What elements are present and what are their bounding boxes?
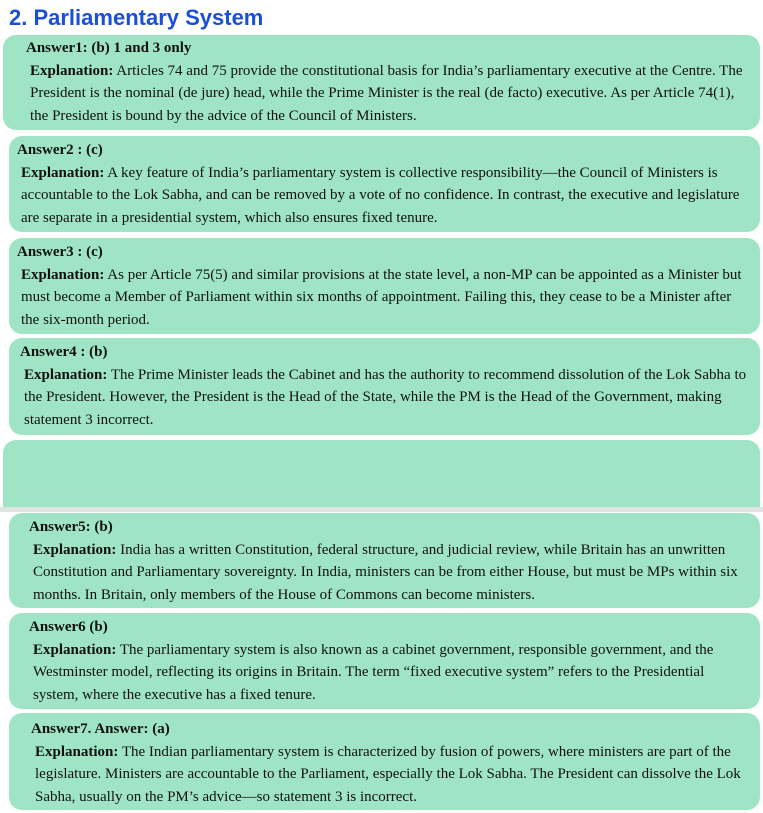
answer-explanation (17, 162, 750, 230)
explanation-text: India has a written Constitution, federal structure, and judicial review, while Britain has an unwritten Constitution and Parliamentary sovereignty. In India, ministers can be from either House, but must be MPs within six months. In Britain, only members of the House of Commons can become ministers. (33, 541, 738, 603)
answer-heading: Answer4 : (b) (20, 344, 108, 360)
explanation-label: Explanation: (21, 164, 105, 181)
explanation-text: Articles 74 and 75 provide the constitutional basis for India’s parliamentary executive at the Centre. The President is the nominal (de jure) head, while the Prime Minister is the real (de facto) executive. As per Article 74(1), the President is bound by the advice of the Council of Ministers. (30, 62, 743, 124)
answer-heading: Answer1: (b) 1 and 3 only (26, 40, 192, 56)
page-separator (0, 507, 763, 512)
explanation-label: Explanation: (24, 366, 108, 383)
answer-explanation (29, 539, 750, 607)
answer-card-5 (9, 513, 760, 608)
answer-heading: Answer7. Answer: (a) (31, 721, 170, 737)
explanation-text: The Indian parliamentary system is characterized by fusion of powers, where ministers are part of the legislature. Ministers are accountable to the Parliament, especially the Lok Sabha. The President can dissolve the Lok Sabha, usually on the PM’s advice—so statement 3 is incorrect. (35, 743, 741, 805)
answer-heading: Answer6 (b) (29, 619, 108, 635)
answer-heading: Answer2 : (c) (17, 142, 103, 158)
explanation-text: As per Article 75(5) and similar provisions at the state level, a non-MP can be appointed as a Minister but must become a Member of Parliament within six months of appointment. Failing this, they cease to be a Minister after the six-month period. (21, 266, 742, 328)
answer-card-2 (9, 136, 760, 232)
page-title: 2. Parliamentary System (9, 5, 264, 30)
answer-explanation (26, 60, 750, 128)
answer-card-3 (9, 238, 760, 334)
answer-explanation (17, 264, 750, 332)
answer-heading: Answer3 : (c) (17, 244, 103, 260)
answer-heading: Answer5: (b) (29, 519, 113, 535)
explanation-label: Explanation: (21, 266, 105, 283)
explanation-text: The Prime Minister leads the Cabinet and has the authority to recommend dissolution of the Lok Sabha to the President. However, the President is the Head of the State, while the PM is the Head of the Government, making statement 3 incorrect. (24, 366, 747, 428)
answer-card-4 (9, 338, 760, 435)
answer-card-6 (9, 613, 760, 709)
explanation-label: Explanation: (33, 541, 117, 558)
empty-card-panel (3, 440, 760, 507)
answer-card-7 (9, 713, 760, 810)
explanation-label: Explanation: (35, 743, 119, 760)
answer-explanation (20, 364, 750, 432)
explanation-text: A key feature of India’s parliamentary system is collective responsibility—the Council of Ministers is accountable to the Lok Sabha, and can be removed by a vote of no confidence. In contrast, the executive and legislature are separate in a presidential system, which also ensures fixed tenure. (21, 164, 740, 226)
explanation-label: Explanation: (33, 641, 117, 658)
answer-card-1 (3, 35, 760, 130)
explanation-label: Explanation: (30, 62, 114, 79)
explanation-text: The parliamentary system is also known as a cabinet government, responsible government, and the Westminster model, reflecting its origins in Britain. The term “fixed executive system” refers to the Presidential system, where the executive has a fixed tenure. (33, 641, 714, 703)
answer-explanation (31, 741, 750, 809)
answer-explanation (29, 639, 750, 707)
